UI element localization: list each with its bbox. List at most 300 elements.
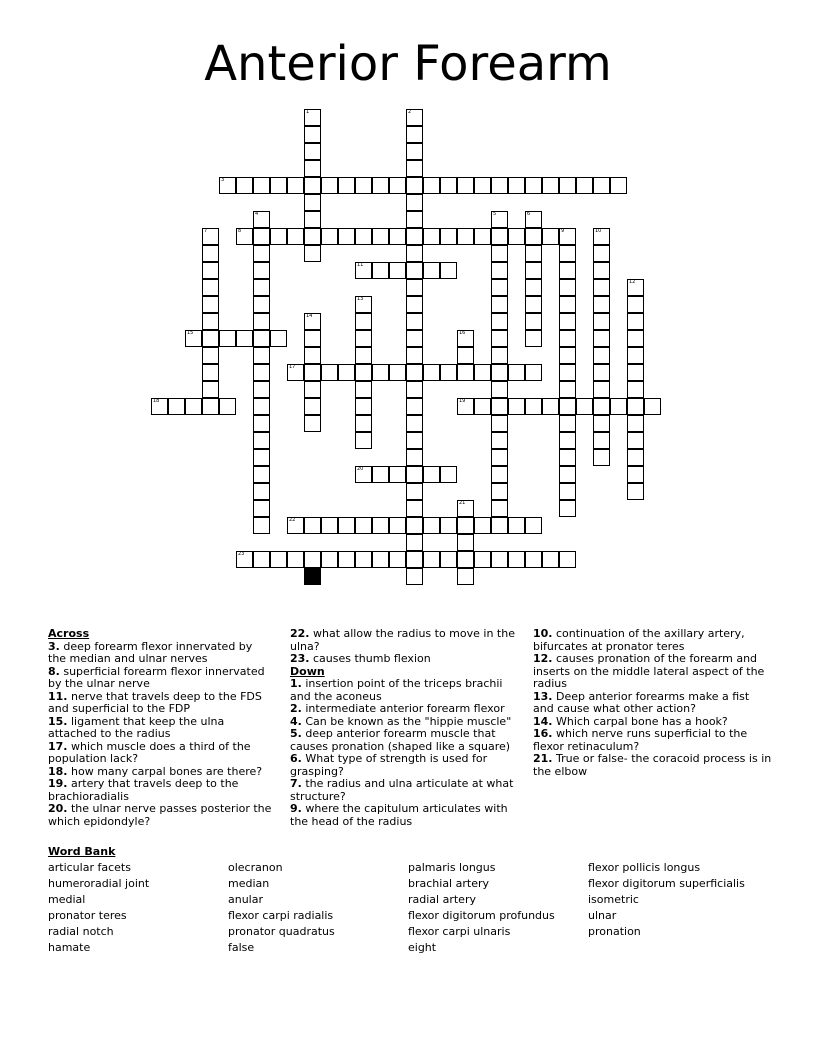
clue-item <box>48 741 273 766</box>
grid-cell[interactable] <box>457 534 474 551</box>
grid-cell[interactable] <box>321 228 338 245</box>
grid-cell[interactable] <box>474 551 491 568</box>
grid-cell[interactable] <box>559 398 576 415</box>
grid-cell[interactable] <box>491 415 508 432</box>
clue-number-label: 12 <box>629 279 636 285</box>
grid-cell[interactable] <box>202 262 219 279</box>
grid-cell[interactable] <box>491 262 508 279</box>
clue-number-label: 18 <box>153 398 160 404</box>
grid-cell[interactable] <box>559 262 576 279</box>
grid-cell[interactable] <box>270 330 287 347</box>
grid-cell[interactable] <box>406 330 423 347</box>
grid-cell[interactable] <box>508 398 525 415</box>
grid-cell[interactable] <box>406 262 423 279</box>
grid-cell[interactable] <box>457 228 474 245</box>
grid-cell[interactable] <box>406 398 423 415</box>
grid-cell[interactable] <box>491 551 508 568</box>
grid-cell[interactable] <box>610 398 627 415</box>
grid-cell[interactable] <box>406 517 423 534</box>
grid-cell[interactable] <box>525 330 542 347</box>
grid-cell[interactable] <box>627 415 644 432</box>
grid-cell[interactable] <box>270 228 287 245</box>
grid-cell[interactable] <box>627 432 644 449</box>
grid-cell[interactable] <box>304 415 321 432</box>
grid-cell[interactable] <box>304 160 321 177</box>
clue-item <box>533 691 773 716</box>
grid-cell[interactable] <box>525 245 542 262</box>
grid-cell[interactable] <box>627 483 644 500</box>
grid-cell[interactable] <box>559 296 576 313</box>
grid-cell[interactable] <box>253 466 270 483</box>
grid-cell[interactable] <box>491 296 508 313</box>
grid-cell[interactable] <box>406 177 423 194</box>
clue-number-label: 6 <box>527 211 531 217</box>
grid-cell[interactable] <box>593 177 610 194</box>
grid-cell[interactable] <box>406 279 423 296</box>
grid-cell[interactable] <box>440 517 457 534</box>
grid-cell[interactable] <box>491 245 508 262</box>
grid-cell[interactable] <box>593 449 610 466</box>
grid-cell[interactable] <box>491 364 508 381</box>
grid-cell[interactable] <box>559 347 576 364</box>
grid-cell[interactable] <box>525 398 542 415</box>
grid-cell[interactable] <box>304 551 321 568</box>
grid-cell[interactable] <box>525 296 542 313</box>
grid-cell[interactable] <box>593 347 610 364</box>
grid-cell[interactable] <box>423 228 440 245</box>
clue-item <box>48 716 273 741</box>
grid-cell[interactable] <box>627 449 644 466</box>
grid-cell[interactable] <box>525 517 542 534</box>
grid-cell[interactable] <box>491 449 508 466</box>
grid-cell[interactable] <box>559 364 576 381</box>
clue-text: Which carpal bone has a hook? <box>552 714 728 728</box>
word-bank-entry: isometric <box>588 893 639 906</box>
grid-cell[interactable] <box>304 211 321 228</box>
word-bank-entry: pronator quadratus <box>228 925 335 938</box>
grid-cell[interactable] <box>355 432 372 449</box>
across-header: Across <box>48 627 90 640</box>
grid-cell[interactable] <box>559 415 576 432</box>
grid-cell[interactable] <box>372 466 389 483</box>
grid-cell[interactable] <box>253 449 270 466</box>
grid-cell[interactable] <box>406 228 423 245</box>
grid-cell[interactable] <box>304 245 321 262</box>
grid-cell[interactable] <box>644 398 661 415</box>
clue-number: 13. <box>533 689 553 703</box>
clues-column-2 <box>290 628 520 828</box>
grid-cell[interactable] <box>406 568 423 585</box>
grid-cell[interactable] <box>321 364 338 381</box>
grid-cell[interactable] <box>627 381 644 398</box>
grid-cell[interactable] <box>593 262 610 279</box>
grid-cell[interactable] <box>559 245 576 262</box>
grid-cell[interactable] <box>508 551 525 568</box>
grid-cell[interactable] <box>559 449 576 466</box>
grid-cell[interactable] <box>406 432 423 449</box>
grid-cell[interactable] <box>457 177 474 194</box>
grid-cell[interactable] <box>355 177 372 194</box>
grid-cell[interactable] <box>253 398 270 415</box>
down-header: Down <box>290 664 325 678</box>
grid-cell[interactable] <box>559 483 576 500</box>
grid-cell[interactable] <box>406 534 423 551</box>
grid-cell[interactable] <box>202 313 219 330</box>
clue-text: nerve that travels deep to the FDS and superficial to the FDP <box>48 689 262 715</box>
grid-cell[interactable] <box>253 551 270 568</box>
grid-cell[interactable] <box>389 177 406 194</box>
clue-number-label: 14 <box>306 313 313 319</box>
grid-cell[interactable] <box>219 330 236 347</box>
grid-cell[interactable] <box>508 517 525 534</box>
grid-cell[interactable] <box>355 347 372 364</box>
grid-cell[interactable] <box>321 177 338 194</box>
grid-cell[interactable] <box>406 364 423 381</box>
clue-item <box>290 778 520 803</box>
grid-cell[interactable] <box>440 262 457 279</box>
grid-cell[interactable] <box>491 517 508 534</box>
clue-item <box>533 753 773 778</box>
grid-cell[interactable] <box>491 330 508 347</box>
grid-cell[interactable] <box>576 398 593 415</box>
grid-cell[interactable] <box>253 364 270 381</box>
grid-cell[interactable] <box>355 415 372 432</box>
grid-cell[interactable] <box>559 551 576 568</box>
word-bank-entry: anular <box>228 893 264 906</box>
grid-cell[interactable] <box>304 398 321 415</box>
grid-cell[interactable] <box>474 364 491 381</box>
grid-cell[interactable] <box>491 398 508 415</box>
grid-cell[interactable] <box>474 398 491 415</box>
grid-cell[interactable] <box>525 279 542 296</box>
grid-cell[interactable] <box>321 517 338 534</box>
grid-cell[interactable] <box>406 449 423 466</box>
grid-cell[interactable] <box>593 381 610 398</box>
clue-text: deep anterior forearm muscle that causes pronation (shaped like a square) <box>290 727 511 753</box>
grid-cell[interactable] <box>406 143 423 160</box>
grid-cell[interactable] <box>559 279 576 296</box>
grid-cell[interactable] <box>491 381 508 398</box>
grid-cell[interactable] <box>525 364 542 381</box>
grid-cell[interactable] <box>525 551 542 568</box>
grid-cell[interactable] <box>627 330 644 347</box>
grid-cell[interactable] <box>253 296 270 313</box>
grid-cell[interactable] <box>559 432 576 449</box>
down-clues-list-continued <box>533 628 773 778</box>
clue-text: intermediate anterior forearm flexor <box>301 702 505 715</box>
grid-cell[interactable] <box>372 517 389 534</box>
grid-cell[interactable] <box>219 398 236 415</box>
grid-cell[interactable] <box>627 313 644 330</box>
grid-cell[interactable] <box>304 228 321 245</box>
grid-cell[interactable] <box>304 143 321 160</box>
grid-cell[interactable] <box>287 228 304 245</box>
grid-cell[interactable] <box>253 279 270 296</box>
clue-text: which nerve runs superficial to the flexor retinaculum? <box>533 727 748 753</box>
word-bank-entry: articular facets <box>48 861 131 874</box>
clue-text: what allow the radius to move in the ulna? <box>290 627 515 653</box>
grid-cell[interactable] <box>525 228 542 245</box>
grid-cell[interactable] <box>355 228 372 245</box>
clue-item <box>533 628 773 653</box>
grid-cell[interactable] <box>202 398 219 415</box>
clue-number-label: 4 <box>255 211 259 217</box>
clue-number-label: 11 <box>357 262 364 268</box>
grid-cell[interactable] <box>457 517 474 534</box>
grid-cell[interactable] <box>406 194 423 211</box>
grid-cell[interactable] <box>389 517 406 534</box>
grid-cell[interactable] <box>236 330 253 347</box>
grid-cell[interactable] <box>304 517 321 534</box>
clue-item <box>290 653 520 666</box>
grid-cell[interactable] <box>355 381 372 398</box>
clue-number-label: 10 <box>595 228 602 234</box>
grid-cell[interactable] <box>559 381 576 398</box>
grid-cell[interactable] <box>440 177 457 194</box>
clue-number: 6. <box>290 752 302 765</box>
grid-cell[interactable] <box>321 551 338 568</box>
clue-number: 21. <box>533 752 553 765</box>
grid-cell[interactable] <box>406 296 423 313</box>
grid-cell[interactable] <box>474 517 491 534</box>
grid-cell[interactable] <box>525 177 542 194</box>
grid-cell[interactable] <box>593 313 610 330</box>
grid-cell[interactable] <box>440 466 457 483</box>
grid-cell[interactable] <box>559 313 576 330</box>
grid-cell[interactable] <box>406 483 423 500</box>
grid-cell[interactable] <box>202 330 219 347</box>
grid-cell[interactable] <box>406 381 423 398</box>
grid-cell[interactable] <box>610 177 627 194</box>
grid-cell[interactable] <box>508 364 525 381</box>
grid-cell[interactable] <box>236 177 253 194</box>
grid-cell[interactable] <box>304 364 321 381</box>
clue-text: insertion point of the triceps brachii and the aconeus <box>290 677 503 703</box>
grid-cell[interactable] <box>355 330 372 347</box>
clue-number: 7. <box>290 777 302 790</box>
grid-cell[interactable] <box>474 177 491 194</box>
word-bank-entry: olecranon <box>228 861 283 874</box>
grid-cell[interactable] <box>406 415 423 432</box>
clue-number: 8. <box>48 664 60 678</box>
grid-cell[interactable] <box>491 177 508 194</box>
grid-cell[interactable] <box>491 483 508 500</box>
grid-cell[interactable] <box>389 551 406 568</box>
grid-cell[interactable] <box>253 313 270 330</box>
clue-number: 23. <box>290 652 310 665</box>
grid-cell[interactable] <box>491 228 508 245</box>
grid-cell[interactable] <box>406 245 423 262</box>
grid-cell[interactable] <box>542 551 559 568</box>
grid-cell[interactable] <box>491 347 508 364</box>
clue-text: causes pronation of the forearm and inserts on the middle lateral aspect of the radius <box>533 652 765 690</box>
grid-cell[interactable] <box>559 330 576 347</box>
grid-cell[interactable] <box>185 398 202 415</box>
grid-cell[interactable] <box>525 262 542 279</box>
grid-cell[interactable] <box>593 364 610 381</box>
clue-item <box>533 728 773 753</box>
grid-cell[interactable] <box>406 500 423 517</box>
grid-cell[interactable] <box>270 177 287 194</box>
word-bank-entry: pronator teres <box>48 909 127 922</box>
black-cell <box>304 568 321 585</box>
grid-cell[interactable] <box>253 347 270 364</box>
clue-number-label: 1 <box>306 109 310 115</box>
grid-cell[interactable] <box>355 551 372 568</box>
grid-cell[interactable] <box>627 347 644 364</box>
grid-cell[interactable] <box>457 347 474 364</box>
grid-cell[interactable] <box>253 228 270 245</box>
grid-cell[interactable] <box>423 551 440 568</box>
grid-cell[interactable] <box>338 228 355 245</box>
grid-cell[interactable] <box>389 364 406 381</box>
clue-number: 11. <box>48 689 68 703</box>
grid-cell[interactable] <box>253 415 270 432</box>
grid-cell[interactable] <box>406 551 423 568</box>
grid-cell[interactable] <box>202 381 219 398</box>
grid-cell[interactable] <box>304 347 321 364</box>
grid-cell[interactable] <box>253 177 270 194</box>
grid-cell[interactable] <box>542 177 559 194</box>
grid-cell[interactable] <box>304 177 321 194</box>
clues-column-1 <box>48 628 273 828</box>
grid-cell[interactable] <box>593 296 610 313</box>
grid-cell[interactable] <box>355 517 372 534</box>
grid-cell[interactable] <box>491 432 508 449</box>
grid-cell[interactable] <box>372 364 389 381</box>
grid-cell[interactable] <box>253 500 270 517</box>
grid-cell[interactable] <box>202 347 219 364</box>
grid-cell[interactable] <box>457 551 474 568</box>
grid-cell[interactable] <box>542 228 559 245</box>
grid-cell[interactable] <box>474 228 491 245</box>
grid-cell[interactable] <box>389 262 406 279</box>
grid-cell[interactable] <box>525 313 542 330</box>
grid-cell[interactable] <box>559 466 576 483</box>
grid-cell[interactable] <box>423 466 440 483</box>
grid-cell[interactable] <box>372 228 389 245</box>
grid-cell[interactable] <box>287 177 304 194</box>
grid-cell[interactable] <box>338 177 355 194</box>
grid-cell[interactable] <box>355 398 372 415</box>
grid-cell[interactable] <box>304 194 321 211</box>
word-bank-entry: radial notch <box>48 925 114 938</box>
grid-cell[interactable] <box>491 500 508 517</box>
grid-cell[interactable] <box>406 466 423 483</box>
grid-cell[interactable] <box>542 398 559 415</box>
clue-item <box>290 678 520 703</box>
clue-text: deep forearm flexor innervated by the median and ulnar nerves <box>48 639 253 665</box>
grid-cell[interactable] <box>508 177 525 194</box>
grid-cell[interactable] <box>593 415 610 432</box>
grid-cell[interactable] <box>593 432 610 449</box>
clue-number: 19. <box>48 777 68 790</box>
grid-cell[interactable] <box>389 466 406 483</box>
word-bank-entry: humeroradial joint <box>48 877 150 890</box>
grid-cell[interactable] <box>270 551 287 568</box>
grid-cell[interactable] <box>593 398 610 415</box>
grid-cell[interactable] <box>338 551 355 568</box>
grid-cell[interactable] <box>304 126 321 143</box>
grid-cell[interactable] <box>508 228 525 245</box>
grid-cell[interactable] <box>440 551 457 568</box>
grid-cell[interactable] <box>627 466 644 483</box>
grid-cell[interactable] <box>457 568 474 585</box>
grid-cell[interactable] <box>338 364 355 381</box>
clue-number-label: 9 <box>561 228 565 234</box>
word-bank-entry: palmaris longus <box>408 861 496 874</box>
grid-cell[interactable] <box>406 211 423 228</box>
grid-cell[interactable] <box>593 330 610 347</box>
grid-cell[interactable] <box>423 517 440 534</box>
grid-cell[interactable] <box>355 313 372 330</box>
grid-cell[interactable] <box>202 296 219 313</box>
clue-text: Can be known as the "hippie muscle" <box>301 714 512 728</box>
grid-cell[interactable] <box>593 245 610 262</box>
grid-cell[interactable] <box>491 466 508 483</box>
grid-cell[interactable] <box>253 262 270 279</box>
grid-cell[interactable] <box>202 364 219 381</box>
grid-cell[interactable] <box>287 551 304 568</box>
grid-cell[interactable] <box>423 177 440 194</box>
grid-cell[interactable] <box>406 160 423 177</box>
grid-cell[interactable] <box>202 245 219 262</box>
clue-number-label: 22 <box>289 517 296 523</box>
clue-text: Deep anterior forearms make a fist and cause what other action? <box>533 689 750 715</box>
clue-number-label: 5 <box>493 211 497 217</box>
grid-cell[interactable] <box>593 279 610 296</box>
grid-cell[interactable] <box>406 126 423 143</box>
grid-cell[interactable] <box>253 330 270 347</box>
grid-cell[interactable] <box>406 347 423 364</box>
grid-cell[interactable] <box>253 432 270 449</box>
clue-text: artery that travels deep to the brachioradialis <box>48 777 239 803</box>
grid-cell[interactable] <box>253 483 270 500</box>
grid-cell[interactable] <box>627 364 644 381</box>
grid-cell[interactable] <box>372 551 389 568</box>
grid-cell[interactable] <box>389 228 406 245</box>
grid-cell[interactable] <box>491 313 508 330</box>
grid-cell[interactable] <box>304 330 321 347</box>
grid-cell[interactable] <box>559 177 576 194</box>
grid-cell[interactable] <box>253 517 270 534</box>
clue-number-label: 2 <box>408 109 412 115</box>
grid-cell[interactable] <box>440 364 457 381</box>
grid-cell[interactable] <box>423 262 440 279</box>
grid-cell[interactable] <box>576 177 593 194</box>
clue-number: 10. <box>533 627 553 640</box>
grid-cell[interactable] <box>168 398 185 415</box>
grid-cell[interactable] <box>406 313 423 330</box>
grid-cell[interactable] <box>491 279 508 296</box>
grid-cell[interactable] <box>372 177 389 194</box>
grid-cell[interactable] <box>559 500 576 517</box>
grid-cell[interactable] <box>202 279 219 296</box>
grid-cell[interactable] <box>627 398 644 415</box>
grid-cell[interactable] <box>627 296 644 313</box>
grid-cell[interactable] <box>440 228 457 245</box>
grid-cell[interactable] <box>372 262 389 279</box>
clue-number: 20. <box>48 802 68 815</box>
grid-cell[interactable] <box>457 364 474 381</box>
grid-cell[interactable] <box>253 381 270 398</box>
clue-text: True or false- the coracoid process is in the elbow <box>533 752 772 778</box>
grid-cell[interactable] <box>423 364 440 381</box>
grid-cell[interactable] <box>304 381 321 398</box>
grid-cell[interactable] <box>253 245 270 262</box>
grid-cell[interactable] <box>338 517 355 534</box>
grid-cell[interactable] <box>355 364 372 381</box>
